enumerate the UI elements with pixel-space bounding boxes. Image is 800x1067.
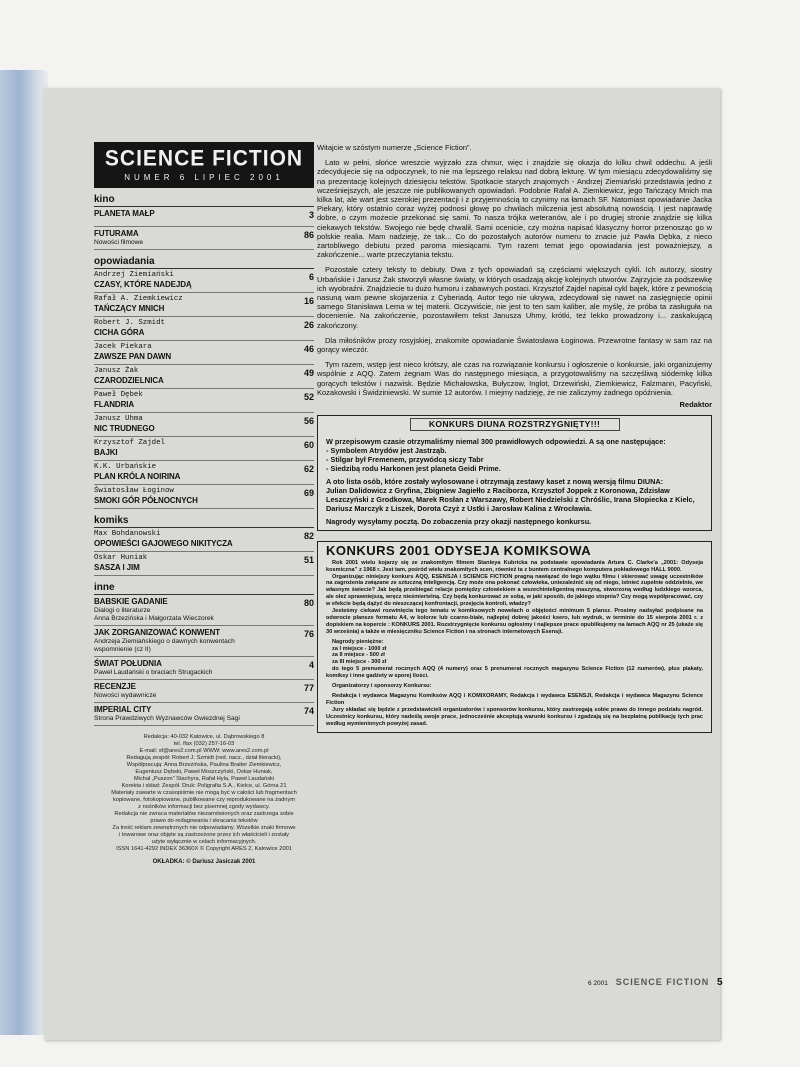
toc-title: SASZA I JIM (94, 563, 140, 572)
toc-entry (94, 595, 314, 626)
toc-entry (94, 552, 314, 576)
imprint-line: E-mail: sf@ares2.com.pl WWW: www.ares2.com.pl (139, 748, 269, 754)
toc-title: PLAN KRÓLA NOIRINA (94, 472, 181, 481)
masthead-issue: NUMER 6 LIPIEC 2001 (124, 173, 284, 182)
contest-comics-paragraph: Organizatorzy i sponsorzy Konkursu: (332, 683, 432, 690)
toc-title: ŚWIAT POŁUDNIA (94, 659, 162, 668)
imprint-line: prawo do redagowania i skracania tekstów (150, 818, 258, 824)
toc-entry (94, 341, 314, 365)
toc-author: Paweł Dębek (94, 391, 143, 399)
contest-comics-body (326, 560, 703, 728)
table-of-contents (94, 194, 314, 726)
contest-dune-line: Nagrody wysyłamy pocztą. Do zobaczenia przy okazji następnego konkursu. (326, 517, 592, 527)
contest-comics-paragraph: za III miejsce - 300 zł (332, 659, 387, 666)
toc-entry (94, 680, 314, 703)
contest-dune-title: KONKURS DIUNA ROZSTRZYGNIĘTY!!! (410, 418, 620, 431)
toc-section-heading: komiks (94, 515, 314, 528)
toc-title: JAK ZORGANIZOWAĆ KONWENT (94, 628, 221, 637)
toc-page-number: 82 (303, 531, 314, 541)
toc-author: Oskar Huniak (94, 554, 148, 562)
imprint-line: Eugeniusz Dębski, Paweł Moszczyński, Oskar Huniak, (135, 769, 273, 775)
editorial-intro (317, 143, 712, 397)
toc-title: TAŃCZĄCY MNICH (94, 304, 165, 313)
imprint-line: Korekta i skład: Zespół. Druk: Poligrafia S.A., Kielce, ul. Górna 21 (121, 783, 287, 789)
contest-comics-paragraph: Organizując niniejszy konkurs AQQ, ESENSJA i SCIENCE FICTION pragną nawiązać do tego wątku filmu i skierować uwagę uczestników na zagrożenia związane ze sztuczną inteligencją. Czy może ona pokonać człowieka, uniezależnić się od niego, istnieć zupełnie oddzielnie, we własnym świecie? Jak będą przebiegać relacje pomiędzy człowiekiem a wszechinteligentną maszyną, stworzoną według ludzkiego wzorca, ale oleż sprawniejszą, wręcz nieśmiertelną. Czy będą konkurować ze sobą, w jaki sposób, do jakiego stopnia? Czy mogą współpracować, czy w efekcie będą dążyć do nieszczącej konfrontacji, przejęcia kontroli, władzy? (326, 573, 703, 608)
toc-author: Janusz Uhma (94, 415, 143, 423)
toc-note: Dialogi o literaturze (94, 607, 151, 614)
imprint-line: tel. /fax (032) 257-16-03 (173, 741, 235, 747)
toc-entry (94, 657, 314, 680)
imprint-line: ISSN 1641-4292 INDEX 36360X © Copyright ARES 2, Katowice 2001 (116, 846, 292, 852)
cover-credit: OKŁADKA: © Dariusz Jasiczak 2001 (152, 859, 256, 865)
imprint-line: użyte wyłącznie w celach informacyjnych. (151, 839, 257, 845)
editor-signature: Redaktor (679, 400, 712, 410)
toc-page-number: 62 (303, 464, 314, 474)
magazine-page (44, 88, 723, 1040)
toc-page-number: 76 (303, 629, 314, 639)
toc-section-heading: opowiadania (94, 256, 314, 269)
imprint-line: Za treść reklam zewnętrznych nie odpowiadamy. Wszelkie znaki firmowe (112, 825, 296, 831)
toc-author: Krzysztof Zajdel (94, 439, 165, 447)
toc-title: SMOKI GÓR PÓŁNOCNYCH (94, 496, 198, 505)
toc-entry (94, 703, 314, 726)
toc-page-number: 74 (303, 706, 314, 716)
toc-note: Nowości wydawnicze (94, 692, 157, 699)
imprint (94, 734, 314, 853)
contest-comics-paragraph: Redakcja i wydawca Magazynu Komiksów AQQ i KOMIXORAMY, Redakcja i wydawca ESENSJI, Redakcja i wydawca Magazynu Science Fiction (326, 693, 703, 706)
contest-dune-line: - Stilgar był Fremenem, przywódcą siczy Tabr (326, 455, 484, 465)
toc-page-number: 46 (303, 344, 314, 354)
masthead (94, 142, 314, 188)
toc-title: BAJKI (94, 448, 118, 457)
toc-note: Nowości filmowe (94, 239, 144, 246)
contest-comics-box (317, 541, 712, 732)
toc-note: Andrzeja Ziemiańskiego o dawnych konwentach (94, 638, 235, 645)
contest-comics-paragraph: Jury składać się będzie z przedstawicieli organizatorów i sponsorów konkursu, który zastrzegają sobie prawo do innego podziału nagród. Uczestnicy konkursu, który nadeślą swoje prace, jednocześnie akceptują warunki konkursu i zgadzają się na bezpłatną publikację tych prac według wymienionych powyżej zasad. (326, 706, 703, 727)
toc-author: K.K. Urbańskie (94, 463, 157, 471)
editorial-paragraph: Tym razem, wstęp jest nieco krótszy, ale czas na rozwiązanie konkursu i ogłoszenie o konkursie, jaki organizujemy wspólnie z AQQ. Zatem żegnam Was do następnego miesiąca, a przygotowaliśmy na szczęśliwą siódemkę kilka gorących tekstów i nazwisk. Będzie Michałowska, Bułyczow, Inglot, Drzewiński, Ziemkiewicz, Falzmann, Pacyński, Kozakowski i Świdziniewski. W sumie 12 autorów. I miejmy nadzieję, że nie zaliczymy żadnego opóźnienia. (317, 360, 712, 397)
toc-section-heading: kino (94, 194, 314, 207)
magazine-spine (0, 70, 48, 1035)
imprint-line: Redakcja nie zwraca materiałów niezamówionych oraz zastrzega sobie (114, 811, 294, 817)
toc-note: wspomnienie (cz II) (94, 646, 151, 653)
imprint-line: Redakcja: 40-032 Katowice, ul. Dąbrowskiego 8 (143, 734, 265, 740)
editorial-paragraph: Witajcie w szóstym numerze „Science Fiction”. (317, 143, 472, 152)
toc-title: CZARODZIELNICA (94, 376, 164, 385)
footer-issue: 6 2001 (588, 980, 608, 987)
imprint-line: Współpracują: Anna Brzezińska, Paulina Braiter Ziemkiewicz, (126, 762, 282, 768)
toc-author: Jacek Piekara (94, 343, 152, 351)
contest-comics-paragraph: Nagrody pieniężne: (332, 638, 384, 645)
toc-page-number: 6 (308, 272, 314, 282)
contest-comics-paragraph: Rok 2001 wielu kojarzy się ze znakomitym filmem Stanleya Kubricka na podstawie opowiadania Artura C. Clarke'a „2001: Odyseja kosmiczna” z 1968 r. Jest tam, pośród wielu znakomitych scen, również ta z buntem centralnego komputera pokładowego HALL 9000. (326, 559, 703, 573)
toc-title: OPOWIEŚCI GAJOWEGO NIKITYCZA (94, 539, 233, 548)
toc-page-number: 3 (308, 210, 314, 220)
toc-title: PLANETA MAŁP (94, 209, 155, 218)
contest-comics-paragraph: Jesteśmy ciekawi rozwinięcia tego tematu w komiksowych nowelach o objętości minimum 5 plansz. Prosimy nadsyłać podpisane na odwrocie plansze formatu A4, w kolorze lub czarno-białe, najlepiej dobrej jakości ksero, lub wydruk, w terminie do 15 sierpnia 2001 r. z dopiskiem na kopercie : KONKURS 2001. Rozstrzygnięcie konkursu ogłosimy i najlepsze prace opublikujemy na łamach AQQ nr 25 (ukaże się 30 września) a także w miesięczniku Science Fiction i na stronach internetowych Esensji. (326, 608, 703, 635)
toc-entry (94, 413, 314, 437)
toc-title: BABSKIE GADANIE (94, 597, 168, 606)
toc-page-number: 69 (303, 488, 314, 498)
toc-note: Strona Prawdziwych Wyznawców Gwiezdnej Sagi (94, 715, 240, 722)
toc-page-number: 51 (303, 555, 314, 565)
toc-author: Rafał A. Ziemkiewicz (94, 295, 183, 303)
editorial-paragraph: Lato w pełni, słońce wreszcie wyjrzało zza chmur, więc i znajdzie się okazja do kilku chwil oddechu. A jeśli zdecydujecie się na odpoczynek, to nie ma lepszego relaksu nad dobrą lekturę. W tym miesiącu zdecydowaliśmy się na prezentację kolejnych dziesięciu tekstów. Spotkacie starych znajomych - Andrzej Ziemiański przedstawia jedno z wcześniejszych, ale jeszcze nie publikowanych opowiadań. Podobnie Rafał A. Ziemkiewicz, jego Tańczący Mnich ma kilka lat, ale wart jest szerokiej prezentacji i z przyjemnością to czynimy na łamach SF. Natomiast opowiadanie Jacka Piekary, który ostatnio coraz wyżej podnosi głowę po chwilach milczenia jest absolutną nowością. I jest naprawdę dobre, o czym możecie przekonać się sami. To nasza trójka weteranów, ale i po drugiej stronie znajdzie się kilka ciekawych tekstów. Swojego nie będę chwalił. Sami ocenicie, czy można napisać klasyczny horror przenosząc go w polskie realia. Mam nadzieję, że tak... Co do pozostałych autorów numeru to znacie już Pawła Dębka, z nieco żartobliwego debiutu przed paroma miesiącami. Tym razem temat jego opowiadania jest poważniejszy, a zakończenie... warte przeczytania tekstu. (317, 158, 712, 260)
toc-entry (94, 207, 314, 227)
toc-page-number: 16 (303, 296, 314, 306)
contest-dune-body (326, 437, 703, 526)
imprint-line: i towarowe oraz objęte są zastrzeżone przez ich właścicieli i zostały (118, 832, 290, 838)
contest-comics-title: KONKURS 2001 ODYSEJA KOMIKSOWA (326, 543, 592, 559)
footer-magazine: SCIENCE FICTION (615, 977, 710, 987)
contest-dune-box (317, 415, 712, 531)
toc-title: IMPERIAL CITY (94, 705, 152, 714)
editorial-column (317, 143, 712, 733)
toc-entry (94, 485, 314, 509)
contest-comics-paragraph: za I miejsce - 1000 zł (332, 645, 387, 652)
toc-page-number: 60 (303, 440, 314, 450)
toc-page-number: 86 (303, 230, 314, 240)
toc-title: CICHA GÓRA (94, 328, 145, 337)
toc-page-number: 52 (303, 392, 314, 402)
toc-title: FUTURAMA (94, 229, 139, 238)
editorial-paragraph: Dla miłośników prozy rosyjskiej, znakomite opowiadanie Światosława Łoginowa. Przewrotne fantasy w sam raz na gorący wieczór. (317, 335, 712, 355)
toc-section-heading: inne (94, 582, 314, 595)
contest-dune-line: - Symbolem Atrydów jest Jastrząb. (326, 446, 447, 456)
toc-page-number: 56 (303, 416, 314, 426)
contest-comics-paragraph: do tego 5 prenumerat rocznych AQQ (4 numery) oraz 5 prenumerat rocznych magazynu Science Fiction (12 numerów), plus plakaty, komiksy i inne gadżety w sporej ilości. (326, 666, 703, 680)
toc-title: RECENZJE (94, 682, 136, 691)
toc-entry (94, 389, 314, 413)
toc-page-number: 4 (308, 660, 314, 670)
toc-page-number: 49 (303, 368, 314, 378)
masthead-title: SCIENCE FICTION (104, 146, 304, 171)
contest-dune-line: - Siedzibą rodu Harkonen jest planeta Geidi Prime. (326, 464, 501, 474)
toc-author: Andrzej Ziemiański (94, 271, 174, 279)
imprint-line: kopiowane, fotokopiowane, publikowane czy reprodukowane na żadnym (112, 797, 296, 803)
toc-author: Janusz Żak (94, 367, 139, 375)
contest-dune-line: A oto lista osób, które zostały wylosowane i otrzymają zestawy kaset z nową wersją filmu DIUNA: (326, 477, 664, 487)
page-footer (588, 977, 723, 988)
contents-column (94, 142, 314, 865)
toc-author: Robert J. Szmidt (94, 319, 165, 327)
contest-dune-line: Julian Dalidowicz z Gryfina, Zbigniew Jagiełło z Raciborza, Krzysztof Joppek z Koronowa, Zdzisław Leszczyński z Grodkowa, Marek Rosłan z Warszawy, Robert Niedzielski z Chróślic, Irana Słopiecka z Kielc, Dariusz Marczyk z Liszek, Dorota Czyż z Ustki i Jarosław Kalina z Wrocławia. (326, 486, 695, 514)
contest-dune-line: W przepisowym czasie otrzymaliśmy niemal 300 prawidłowych odpowiedzi. A są one następujące: (326, 437, 666, 447)
toc-page-number: 80 (303, 598, 314, 608)
imprint-line: Materiały zawarte w czasopiśmie nie mogą być w całości lub fragmentach (111, 790, 297, 796)
toc-entry (94, 365, 314, 389)
editorial-paragraph: Pozostałe cztery teksty to debiuty. Dwa z tych opowiadań są częściami większych cykli. Ich autorzy, siostry Urbańskie i Janusz Żak stworzyli własne światy, w których osadzają akcję kolejnych utworów. Zajrzyjcie za podszewkę ich wyobraźni. Znajdziecie tu dużo humoru i zabawnych postaci. Krzysztof Zajdel napisał cykl bajek, które z pewnością nasuną wam pewne skojarzenia z Cyberiadą. Autor tego nie ukrywa, zdecydował się nawet na zasięgnięcie opinii samego Stanisława Lema w tej materii. Oczywiście, nie jest to ten sam kaliber, ale myślę, że próba ta zasługuła na docenienie. Na zakończenie, pozostawiłem tekst Janusza Uhmy, krótki, też lekko prowadzony i... zaskakującą zakończony. (317, 265, 712, 330)
toc-entry (94, 227, 314, 250)
toc-entry (94, 437, 314, 461)
toc-author: Światosław Łoginow (94, 487, 174, 495)
toc-title: ZAWSZE PAN DAWN (94, 352, 172, 361)
toc-page-number: 26 (303, 320, 314, 330)
toc-author: Max Bohdanowski (94, 530, 161, 538)
toc-entry (94, 317, 314, 341)
toc-title: FLANDRIA (94, 400, 135, 409)
imprint-line: z nośników informacji bez pisemnej zgody wydawcy. (138, 804, 270, 810)
imprint-line: Michał „Puszon” Stachyra, Rafał Hyla, Paweł Laudański (133, 776, 275, 782)
toc-page-number: 77 (303, 683, 314, 693)
contest-comics-paragraph: za II miejsce - 500 zł (332, 652, 385, 659)
toc-entry (94, 528, 314, 552)
toc-entry (94, 293, 314, 317)
toc-title: NIC TRUDNEGO (94, 424, 155, 433)
toc-title: CZASY, KTÓRE NADEJDĄ (94, 280, 192, 289)
toc-entry (94, 461, 314, 485)
page-number: 5 (717, 977, 723, 988)
toc-entry (94, 626, 314, 657)
toc-note: Paweł Laudański o braciach Strugackich (94, 669, 213, 676)
imprint-line: Redagują zespół: Robert J. Szmidt (red. nacz., dział literacki), (126, 755, 282, 761)
toc-note: Anna Brzezińska i Małgorzata Wieczorek (94, 615, 214, 622)
toc-entry (94, 269, 314, 293)
